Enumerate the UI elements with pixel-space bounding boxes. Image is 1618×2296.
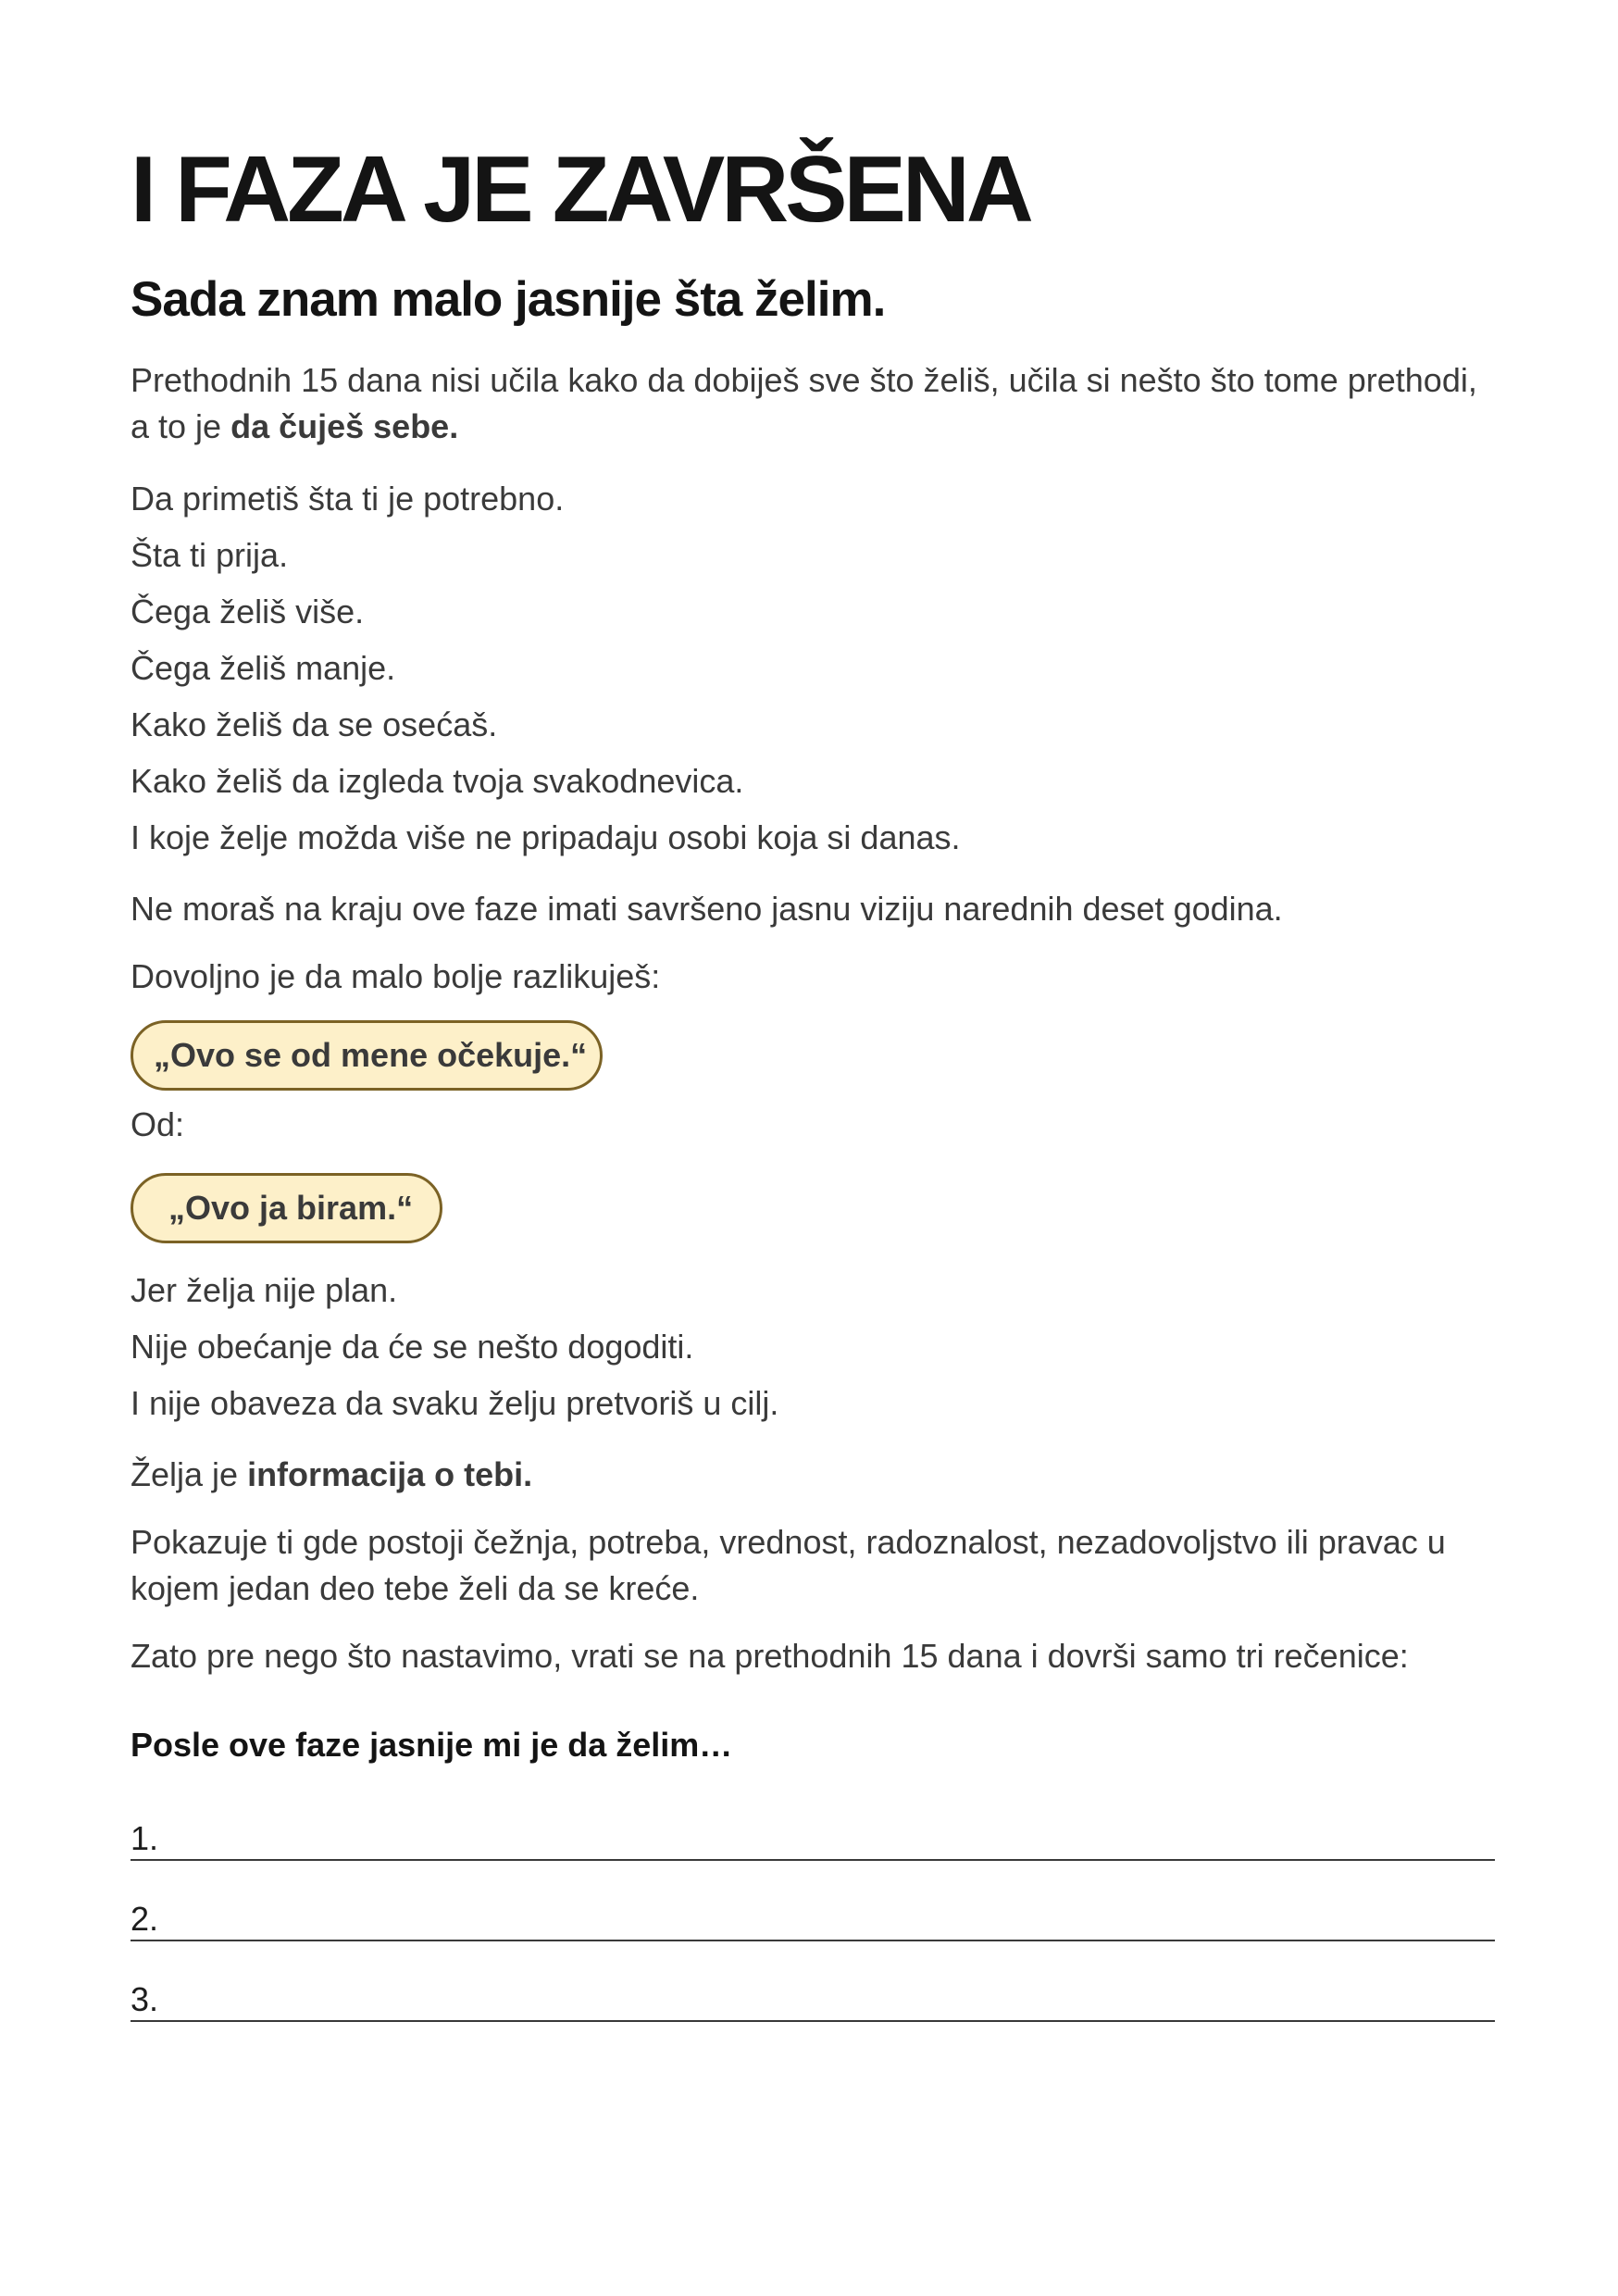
vision-paragraph: Ne moraš na kraju ove faze imati savršeno jasnu viziju narednih deset godina. — [131, 890, 1283, 928]
answer-line-1[interactable] — [131, 1803, 1495, 1861]
list-item: Jer želja nije plan. — [131, 1271, 398, 1309]
list-item: Kako želiš da izgleda tvoja svakodnevica. — [131, 762, 744, 800]
answer-number: 3. — [131, 1980, 159, 2018]
shows-paragraph: Pokazuje ti gde postoji čežnja, potreba, vrednost, radoznalost, nezadovoljstvo ili pravac u kojem jedan deo tebe želi da se kreće. — [131, 1523, 1446, 1607]
quote-expected-pill: „Ovo se od mene očekuje.“ — [131, 1020, 603, 1091]
list-item: I nije obaveza da svaku želju pretvoriš u cilj. — [131, 1384, 779, 1422]
wish-lines — [131, 1262, 1495, 1431]
list-item: Šta ti prija. — [131, 536, 289, 574]
wish-info-text: Želja je — [131, 1455, 248, 1493]
list-item: Da primetiš šta ti je potrebno. — [131, 480, 565, 518]
distinguish-paragraph: Dovoljno je da malo bolje razlikuješ: — [131, 957, 661, 995]
answer-lines — [131, 1803, 1495, 2022]
list-item: Kako želiš da se osećaš. — [131, 705, 498, 743]
list-item: Čega želiš manje. — [131, 649, 396, 687]
answer-number: 2. — [131, 1900, 159, 1938]
intro-paragraph — [131, 357, 1495, 450]
wish-info-paragraph — [131, 1452, 1495, 1498]
page-subtitle: Sada znam malo jasnije šta želim. — [131, 272, 886, 327]
answer-line-2[interactable] — [131, 1884, 1495, 1941]
needs-list — [131, 470, 1495, 866]
quote-choice-pill: „Ovo ja biram.“ — [131, 1173, 442, 1243]
page-title: I FAZA JE ZAVRŠENA — [131, 138, 1030, 242]
intro-text: Prethodnih 15 dana nisi učila kako da dobiješ sve što želiš, učila si nešto što tome prethodi, a to je — [131, 361, 1477, 445]
from-label: Od: — [131, 1105, 185, 1143]
completion-prompt: Posle ove faze jasnije mi je da želim… — [131, 1726, 733, 1764]
worksheet-page — [131, 139, 1495, 2045]
answer-line-3[interactable] — [131, 1965, 1495, 2022]
instruction-paragraph: Zato pre nego što nastavimo, vrati se na prethodnih 15 dana i dovrši samo tri rečenice: — [131, 1637, 1409, 1675]
wish-info-emphasis: informacija o tebi. — [247, 1455, 533, 1493]
list-item: Nije obećanje da će se nešto dogoditi. — [131, 1328, 694, 1366]
list-item: I koje želje možda više ne pripadaju osobi koja si danas. — [131, 818, 961, 856]
list-item: Čega želiš više. — [131, 593, 365, 630]
answer-number: 1. — [131, 1819, 159, 1857]
intro-emphasis: da čuješ sebe. — [230, 407, 459, 445]
